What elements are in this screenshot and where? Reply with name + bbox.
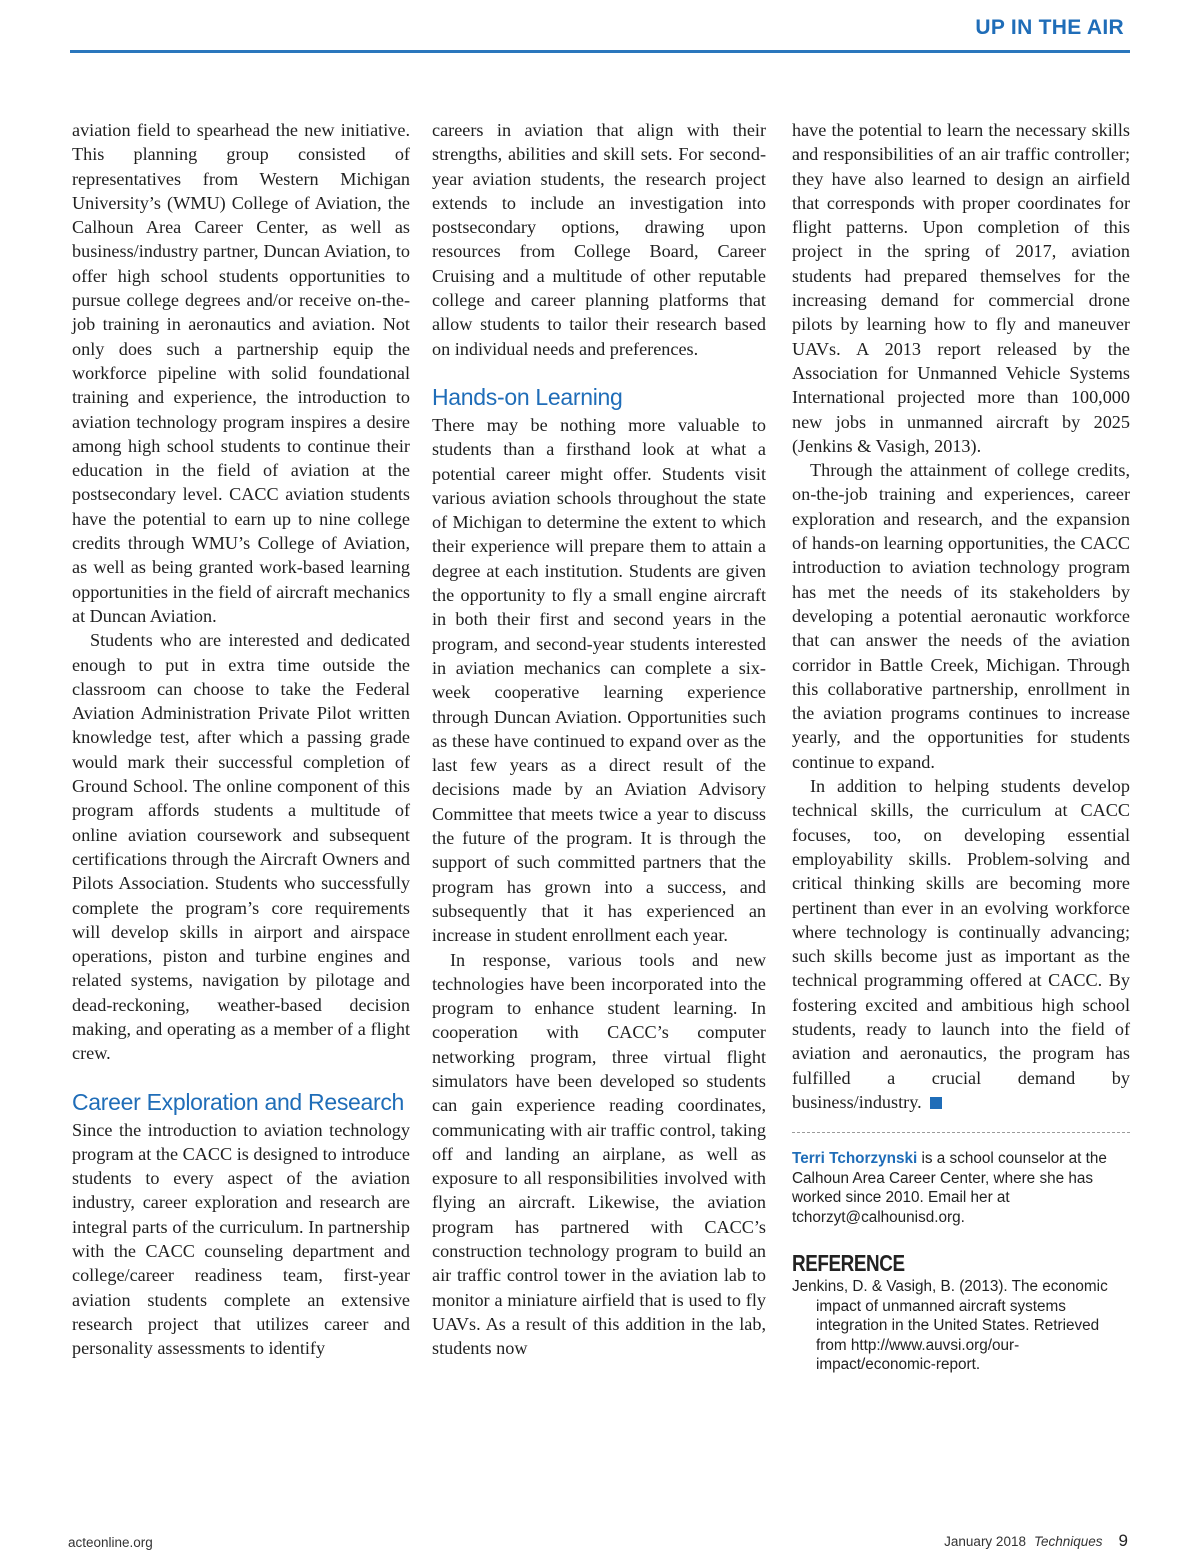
paragraph: In response, various tools and new technologies have been incorporated into the program to enhance student learning. In cooperation with CACC’s computer networking program, three virtual flight simulators have been developed so students can gain experience reading coordinates, communicating with air traffic control, taking off and landing an airplane, as well as exposure to all responsibilities involved with flying an aircraft. Likewise, the aviation program has partnered with CACC’s construction technology program to build an air traffic control tower in the aviation lab to monitor a miniature airfield that is used to fly UAVs. As a result of this addition in the lab, students now <box>432 949 766 1359</box>
bio-divider <box>792 1132 1130 1133</box>
column-3 <box>792 118 1130 1375</box>
paragraph-text: In addition to helping students develop technical skills, the curriculum at CACC focuses, too, on developing essential employability skills. Problem-solving and critical thinking skills are becoming more pertinent than ever in an evolving workforce where technology is continually advancing; such skills become just as important as the technical programming offered at CACC. By fostering excited and ambitious high school students, ready to launch into the field of aviation and aeronautics, the program has fulfilled a crucial demand by business/industry. <box>792 776 1130 1112</box>
subheading-hands-on-learning: Hands-on Learning <box>432 383 623 410</box>
paragraph: have the potential to learn the necessary skills and responsibilities of an air traffic controller; they have also learned to design an airfield that corresponds with proper coordinates for flight patterns. Upon completion of this project in the spring of 2017, aviation students had prepared themselves for the increasing demand for commercial drone pilots by learning how to fly and maneuver UAVs. A 2013 report released by the Association for Unmanned Vehicle Systems International projected more than 100,000 new jobs in unmanned aircraft by 2025 (Jenkins & Vasigh, 2013). <box>792 120 1130 456</box>
paragraph: careers in aviation that align with their strengths, abilities and skill sets. For second-year aviation students, the research project extends to include an investigation into postsecondary options, drawing upon resources from College Board, Career Cruising and a multitude of other reputable college and career planning platforms that allow students to tailor their research based on individual needs and preferences. <box>432 120 766 359</box>
column-1 <box>72 118 410 1361</box>
paragraph: There may be nothing more valuable to students than a firsthand look at what a potential career might offer. Students visit various aviation schools throughout the state of Michigan to determine the extent to which their experience will prepare them to attain a degree at each institution. Students are given the opportunity to fly a small engine aircraft in both their first and second years in the program, and second-year students interested in aviation mechanics can complete a six-week cooperative learning experience through Duncan Aviation. Opportunities such as these have continued to expand over as the last few years as a direct result of the decisions made by an Aviation Advisory Committee that meets twice a year to discuss the future of the program. It is through the support of such committed partners that the program has grown into a success, and subsequently that it has experienced an increase in student enrollment each year. <box>432 414 766 946</box>
footer-magazine: Techniques <box>1033 1534 1103 1549</box>
paragraph: Through the attainment of college credits, on-the-job training and experiences, career exploration and research, and the expansion of hands-on learning opportunities, the CACC introduction to aviation technology program has met the needs of its stakeholders by developing a potential aeronautic workforce that can answer the needs of the aviation corridor in Battle Creek, Michigan. Through this collaborative partnership, enrollment in the aviation programs continues to increase yearly, and the opportunities for students continue to expand. <box>792 460 1130 772</box>
section-label: UP IN THE AIR <box>975 16 1124 39</box>
end-mark-icon <box>930 1097 942 1109</box>
footer-date: January 2018 <box>944 1534 1026 1549</box>
footer-website: acteonline.org <box>68 1535 153 1550</box>
footer-info <box>944 1531 1128 1551</box>
author-bio <box>792 1149 1130 1227</box>
paragraph: Since the introduction to aviation technology program at the CACC is designed to introduce students to every aspect of the aviation industry, career exploration and research are integral parts of the curriculum. In partnership with the CACC counseling department and college/career readiness team, first-year aviation students complete an extensive research project that utilizes career and personality assessments to identify <box>72 1119 410 1359</box>
author-bio-text: is a school counselor at the Calhoun Area Career Center, where she has worked since 2010. Email her at tchorzyt@calhounisd.org. <box>792 1150 1107 1226</box>
subheading-career-exploration: Career Exploration and Research <box>72 1088 405 1115</box>
header-rule <box>70 50 1130 53</box>
paragraph-final <box>792 774 1130 1114</box>
column-2 <box>432 118 766 1361</box>
paragraph: Students who are interested and dedicated enough to put in extra time outside the classroom can choose to take the Federal Aviation Administration Private Pilot written knowledge test, after which a passing grade would mark their successful completion of Ground School. The online component of this program affords students a multitude of online aviation coursework and subsequent certifications through the Aircraft Owners and Pilots Association. Students who successfully complete the program’s core requirements will develop skills in airport and airspace operations, piston and turbine engines and related systems, navigation by pilotage and dead-reckoning, weather-based decision making, and operating as a member of a flight crew. <box>72 630 410 1064</box>
reference-entry: Jenkins, D. & Vasigh, B. (2013). The economic impact of unmanned aircraft systems integration in the United States. Retrieved from http://www.auvsi.org/our-impact/economic-report. <box>792 1278 1108 1374</box>
reference-heading: REFERENCE <box>792 1250 905 1277</box>
author-name: Terri Tchorzynski <box>792 1150 918 1168</box>
page-number: 9 <box>1118 1531 1128 1550</box>
paragraph: aviation field to spearhead the new initiative. This planning group consisted of representatives from Western Michigan University’s (WMU) College of Aviation, the Calhoun Area Career Center, as well as business/industry partner, Duncan Aviation, to offer high school students opportunities to pursue college degrees and/or receive on-the-job training in aeronautics and aviation. Not only does such a partnership equip the workforce pipeline with solid foundational training and experience, the introduction to aviation technology program inspires a desire among high school students to continue their education in the field of aviation at the postsecondary level. CACC aviation students have the potential to earn up to nine college credits through WMU’s College of Aviation, as well as being granted work-based learning opportunities in the field of aircraft mechanics at Duncan Aviation. <box>72 120 410 626</box>
